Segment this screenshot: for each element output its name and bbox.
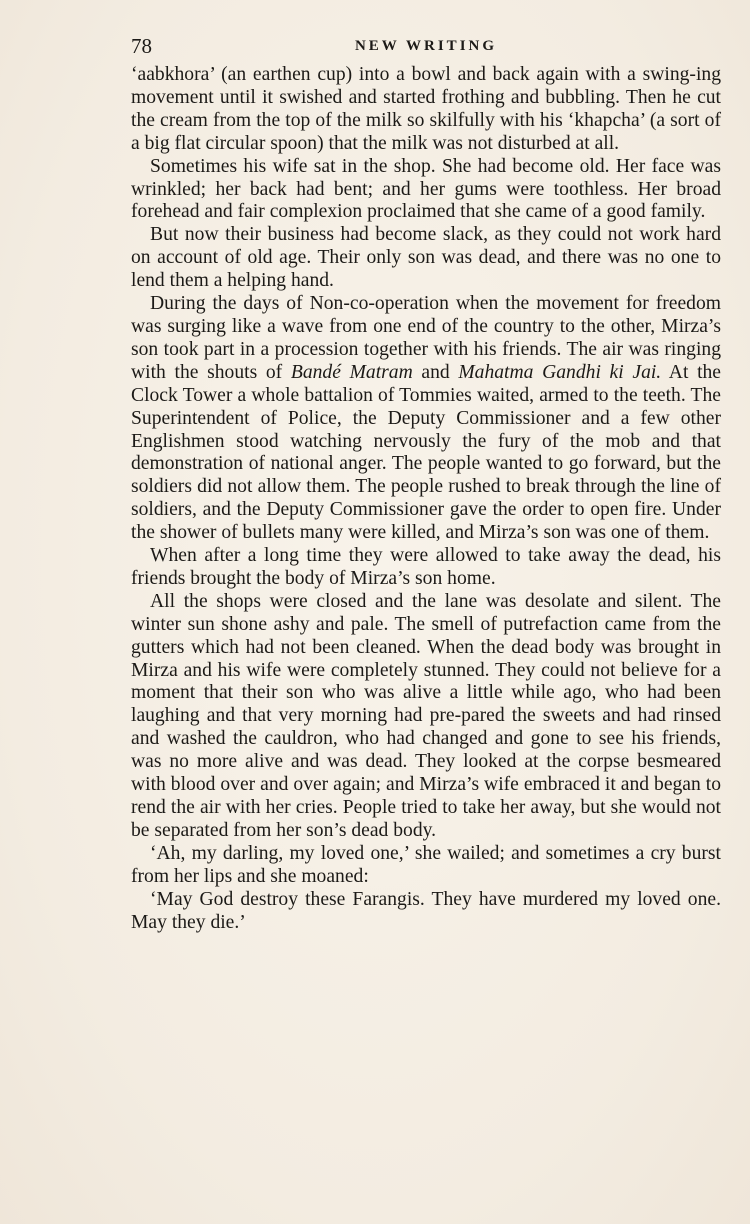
page-number: 78 (131, 34, 152, 58)
text-segment: At the Clock Tower a whole battalion of Tommies waited, armed to the teeth. The Superintendent of Police, the Deputy Commissioner and a few other Englishmen stood watching nervously the fury of the mob and that demonstration of national anger. The people wanted to go forward, but the soldiers did not allow them. The people rushed to break through the line of soldiers, and the Deputy Commissioner gave the order to open fire. Under the shower of bullets many were killed, and Mirza’s son was one of them. (131, 361, 722, 544)
running-head: NEW WRITING (354, 38, 498, 54)
text-segment: But now their business had become slack, as they could not work hard on account of old age. Their only son was dead, and there was no one to lend them a helping hand. (131, 224, 721, 292)
text-segment: ‘aabkhora’ (an earthen cup) into a bowl and back again with a swing-ing movement until it swished and started frothing and bubbling. Then he cut the cream from the top of the milk so skilfully with his ‘khapcha’ (a sort of a big flat circular spoon) that the milk was not disturbed at all. (131, 64, 721, 154)
paragraph (131, 156, 721, 225)
paragraph (131, 889, 721, 935)
italic-segment: Bandé Matram (290, 361, 413, 383)
paragraph (131, 293, 721, 545)
text-segment: ‘May God destroy these Farangis. They have murdered my loved one. May they die.’ (131, 888, 721, 933)
paragraph (131, 64, 721, 156)
paragraph (131, 545, 721, 591)
page-header (131, 34, 721, 64)
text-segment: Sometimes his wife sat in the shop. She had become old. Her face was wrinkled; her back had bent; and her gums were toothless. Her broad forehead and fair complexion proclaimed that she came of a good family. (131, 155, 721, 223)
paragraph (131, 224, 721, 293)
text-segment: During the days of Non-co-operation when the movement for freedom was surging like a wave from one end of the country to the other, Mirza’s son took part in a procession together with his friends. The air was ringing with the shouts of (131, 293, 721, 383)
text-segment: ‘Ah, my darling, my loved one,’ she wailed; and sometimes a cry burst from her lips and she moaned: (131, 842, 721, 887)
text-segment: When after a long time they were allowed to take away the dead, his friends brought the body of Mirza’s son home. (131, 545, 721, 589)
text-segment: All the shops were closed and the lane was desolate and silent. The winter sun shone ashy and pale. The smell of putrefaction came from the gutters which had not been cleaned. When the dead body was brought in Mirza and his wife were completely stunned. They could not believe for a moment that their son who was alive a little while ago, who had been laughing and that very morning had pre-pared the sweets and had rinsed and washed the cauldron, who had changed and gone to see his friends, was no more alive and was dead. They looked at the corpse besmeared with blood over and over again; and Mirza’s wife embraced it and began to rend the air with her cries. People tried to take her away, but she would not be separated from her son’s dead body. (131, 590, 721, 841)
italic-segment: Mahatma Gandhi ki Jai. (458, 361, 662, 383)
paragraph (131, 843, 721, 889)
paragraph (131, 591, 721, 843)
text-segment: and (412, 361, 459, 383)
body-text (131, 64, 721, 934)
book-page (131, 34, 721, 934)
